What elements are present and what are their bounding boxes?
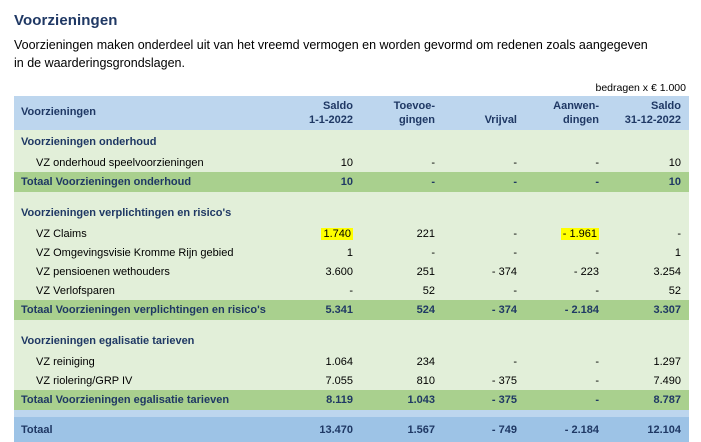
row-value: -	[443, 352, 525, 371]
row-value: 810	[361, 371, 443, 390]
section-total-row	[14, 390, 689, 410]
section-total-value: -	[525, 390, 607, 410]
section-heading-row	[14, 329, 689, 352]
section-total-value: 10	[607, 172, 689, 192]
row-value: 10	[279, 153, 361, 172]
column-header-aanwendingen	[525, 96, 607, 130]
row-value: -	[525, 153, 607, 172]
grand-total-value: 1.567	[361, 417, 443, 442]
section-spacer	[14, 192, 689, 201]
row-label: VZ Omgevingsvisie Kromme Rijn gebied	[14, 243, 279, 262]
row-label: VZ Claims	[14, 224, 279, 243]
table-row	[14, 371, 689, 390]
row-value: -	[525, 281, 607, 300]
table-row	[14, 281, 689, 300]
table-header-row	[14, 96, 689, 130]
grand-total-value: 12.104	[607, 417, 689, 442]
section-total-value: 524	[361, 300, 443, 320]
section-total-label: Totaal Voorzieningen egalisatie tarieven	[14, 390, 279, 410]
section-total-row	[14, 300, 689, 320]
row-value: - 374	[443, 262, 525, 281]
column-header-line1: Vrijval	[484, 113, 517, 126]
row-label: VZ reiniging	[14, 352, 279, 371]
row-value: -	[443, 281, 525, 300]
highlighted-value: - 1.961	[562, 227, 597, 240]
grand-total-value: 13.470	[279, 417, 361, 442]
row-value: 1	[607, 243, 689, 262]
section-total-value: 1.043	[361, 390, 443, 410]
highlighted-value: 1.740	[323, 227, 351, 240]
column-header-saldo-end	[607, 96, 689, 130]
row-label: VZ pensioenen wethouders	[14, 262, 279, 281]
section-total-value: - 374	[443, 300, 525, 320]
column-header-saldo-start	[279, 96, 361, 130]
column-header-label-text: Voorzieningen	[21, 106, 96, 119]
section-total-value: 3.307	[607, 300, 689, 320]
row-value: 7.055	[279, 371, 361, 390]
grand-total-row	[14, 417, 689, 442]
row-value: -	[443, 224, 525, 243]
table-row	[14, 262, 689, 281]
provisions-table	[14, 96, 689, 442]
row-value: - 223	[525, 262, 607, 281]
section-total-value: 8.787	[607, 390, 689, 410]
section-total-value: 10	[279, 172, 361, 192]
row-label: VZ Verlofsparen	[14, 281, 279, 300]
table-row	[14, 153, 689, 172]
section-total-value: -	[525, 172, 607, 192]
column-header-line2: 1-1-2022	[308, 113, 353, 126]
row-value: -	[361, 243, 443, 262]
row-value: 3.254	[607, 262, 689, 281]
section-total-label: Totaal Voorzieningen onderhoud	[14, 172, 279, 192]
row-value: 10	[607, 153, 689, 172]
section-heading-label: Voorzieningen verplichtingen en risico's	[14, 201, 689, 224]
row-value: -	[443, 153, 525, 172]
column-header-line2: 31-12-2022	[624, 113, 681, 126]
section-heading-row	[14, 130, 689, 153]
section-total-row	[14, 172, 689, 192]
column-header-toevoegingen	[361, 96, 443, 130]
section-spacer	[14, 320, 689, 329]
row-label: VZ onderhoud speelvoorzieningen	[14, 153, 279, 172]
column-header-line2: gingen	[398, 113, 435, 126]
section-total-value: -	[361, 172, 443, 192]
column-header-line2: dingen	[562, 113, 599, 126]
section-heading-label: Voorzieningen egalisatie tarieven	[14, 329, 689, 352]
intro-paragraph: Voorzieningen maken onderdeel uit van het vreemd vermogen en worden gevormd om redenen zoals aangegeven in de waarderingsgrondslagen.	[14, 38, 648, 71]
row-value: 1.064	[279, 352, 361, 371]
column-header-vrijval	[443, 96, 525, 130]
row-value: 251	[361, 262, 443, 281]
row-value: -	[443, 243, 525, 262]
section-total-label: Totaal Voorzieningen verplichtingen en risico's	[14, 300, 279, 320]
row-value	[525, 224, 607, 243]
grand-total-value: - 749	[443, 417, 525, 442]
section-heading-label: Voorzieningen onderhoud	[14, 130, 689, 153]
column-header-label	[14, 96, 279, 130]
section-total-value: 5.341	[279, 300, 361, 320]
table-row	[14, 352, 689, 371]
row-value	[279, 224, 361, 243]
row-value: -	[279, 281, 361, 300]
section-total-value: 8.119	[279, 390, 361, 410]
row-value: -	[525, 352, 607, 371]
column-header-line1: Saldo	[323, 99, 353, 112]
section-total-value: -	[443, 172, 525, 192]
units-note: bedragen x € 1.000	[595, 82, 686, 95]
row-value: 52	[607, 281, 689, 300]
grand-total-spacer	[14, 410, 689, 417]
grand-total-value: - 2.184	[525, 417, 607, 442]
page-title: Voorzieningen	[14, 12, 118, 29]
grand-total-label: Totaal	[14, 417, 279, 442]
row-label: VZ riolering/GRP IV	[14, 371, 279, 390]
row-value: - 375	[443, 371, 525, 390]
row-value: -	[525, 243, 607, 262]
section-total-value: - 2.184	[525, 300, 607, 320]
row-value: 221	[361, 224, 443, 243]
section-total-value: - 375	[443, 390, 525, 410]
section-heading-row	[14, 201, 689, 224]
row-value: -	[607, 224, 689, 243]
row-value: 3.600	[279, 262, 361, 281]
column-header-line1: Aanwen-	[553, 99, 599, 112]
row-value: 1.297	[607, 352, 689, 371]
row-value: 7.490	[607, 371, 689, 390]
row-value: 234	[361, 352, 443, 371]
row-value: 1	[279, 243, 361, 262]
column-header-line1: Saldo	[651, 99, 681, 112]
table-row	[14, 224, 689, 243]
row-value: -	[361, 153, 443, 172]
row-value: 52	[361, 281, 443, 300]
table-row	[14, 243, 689, 262]
table-body	[14, 130, 689, 442]
row-value: -	[525, 371, 607, 390]
column-header-line1: Toevoe-	[393, 99, 435, 112]
